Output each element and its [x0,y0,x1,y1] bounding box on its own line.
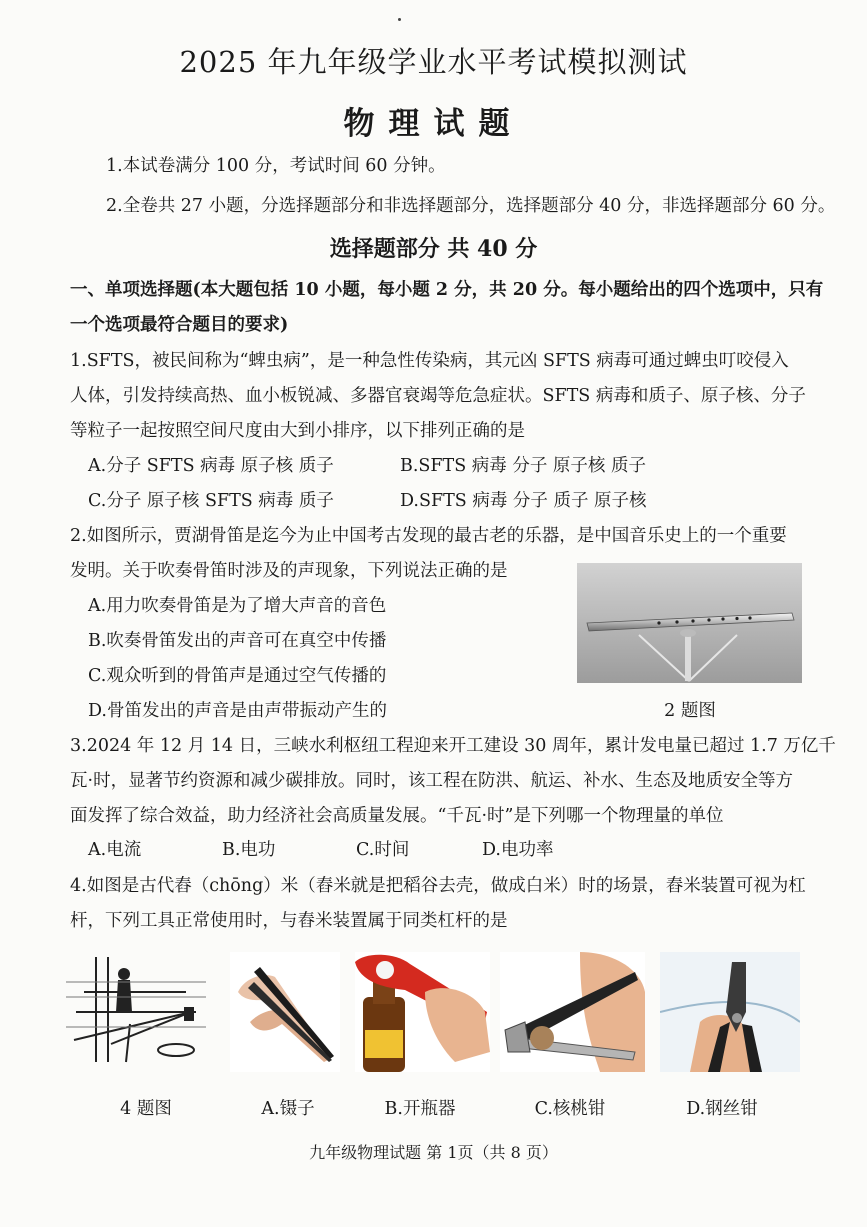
q1-line-1: 1.SFTS，被民间称为“蜱虫病”，是一种急性传染病，其元凶 SFTS 病毒可通过蜱虫叮咬侵入 [70,351,789,371]
section-title: 选择题部分 共 40 分 [329,236,538,262]
q2-option-a: A.用力吹奏骨笛是为了增大声音的音色 [88,596,387,616]
nutcracker-figure [500,952,645,1072]
q1-option-d: D.SFTS 病毒 分子 质子 原子核 [400,491,647,511]
q3-option-a: A.电流 [88,840,142,860]
q2-line-1: 2.如图所示，贾湖骨笛是迄今为止中国考古发现的最古老的乐器，是中国音乐史上的一个重要 [70,526,787,546]
q4-line-1: 4.如图是古代舂（chōng）米（舂米就是把稻谷去壳，做成白米）时的场景，舂米装置可视为杠 [70,876,806,896]
q4-caption-d: D.钢丝钳 [686,1099,758,1119]
page-footer: 九年级物理试题 第 1页（共 8 页） [309,1143,558,1162]
note-2: 2.全卷共 27 小题，分选择题部分和非选择题部分，选择题部分 40 分，非选择题部分 60 分。 [106,196,836,216]
q2-line-2: 发明。关于吹奏骨笛时涉及的声现象，下列说法正确的是 [70,561,508,581]
exam-title: 2025 年九年级学业水平考试模拟测试 [179,45,688,79]
q3-line-1: 3.2024 年 12 月 14 日，三峡水利枢纽工程迎来开工建设 30 周年，累计发电量已超过 1.7 万亿千 [70,736,836,756]
q4-line-2: 杆，下列工具正常使用时，与舂米装置属于同类杠杆的是 [70,911,508,931]
q2-option-d: D.骨笛发出的声音是由声带振动产生的 [88,701,387,721]
q4-caption-b: B.开瓶器 [384,1099,456,1119]
q3-line-3: 面发挥了综合效益，助力经济社会高质量发展。“千瓦·时”是下列哪一个物理量的单位 [70,806,724,826]
q4-figure-caption: 4 题图 [120,1099,172,1119]
pliers-figure [660,952,800,1072]
q1-option-a: A.分子 SFTS 病毒 原子核 质子 [88,456,334,476]
q1-line-2: 人体，引发持续高热、血小板锐减、多器官衰竭等危急症状。SFTS 病毒和质子、原子核、分子 [70,386,806,406]
q1-line-3: 等粒子一起按照空间尺度由大到小排序，以下排列正确的是 [70,421,525,441]
part1-heading-1: 一、单项选择题(本大题包括 10 小题，每小题 2 分，共 20 分。每小题给出的四个选项中，只有 [70,280,824,300]
bottle-opener-figure [355,952,490,1072]
part1-heading-2: 一个选项最符合题目的要求) [70,315,289,335]
q3-line-2: 瓦·时，显著节约资源和减少碳排放。同时，该工程在防洪、航运、补水、生态及地质安全等方 [70,771,794,791]
tweezers-figure [230,952,340,1072]
q4-caption-a: A.镊子 [261,1099,315,1119]
q2-option-c: C.观众听到的骨笛声是通过空气传播的 [88,666,387,686]
bone-flute-figure [577,563,802,683]
q4-caption-c: C.核桃钳 [534,1099,606,1119]
note-1: 1.本试卷满分 100 分，考试时间 60 分钟。 [106,156,446,176]
q1-option-c: C.分子 原子核 SFTS 病毒 质子 [88,491,334,511]
q2-option-b: B.吹奏骨笛发出的声音可在真空中传播 [88,631,387,651]
q3-option-d: D.电功率 [482,840,554,860]
q3-option-b: B.电功 [222,840,276,860]
subject-title: 物理试题 [343,106,524,142]
q3-option-c: C.时间 [356,840,410,860]
rice-pounding-figure [66,952,206,1072]
q2-figure-caption: 2 题图 [664,701,716,721]
q1-option-b: B.SFTS 病毒 分子 原子核 质子 [400,456,646,476]
stray-mark [398,18,401,21]
